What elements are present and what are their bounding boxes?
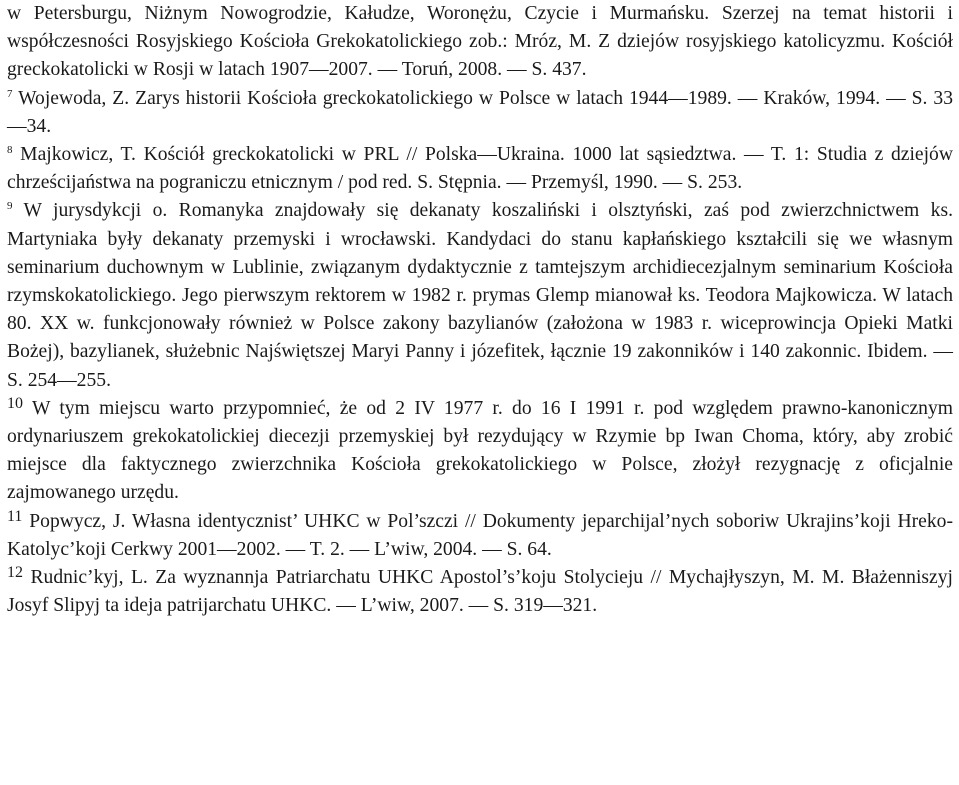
footnote-text: Majkowicz, T. Kościół greckokatolicki w PRL // Polska—Ukraina. 1000 lat sąsiedztwa. — T. 1: Studia z dziejów chrześcijaństwa na pograniczu etnicznym / pod red. S. Stępnia. — Przemyśl, 1990. — S. 253. (7, 144, 954, 194)
footnote-text: W tym miejscu warto przypomnieć, że od 2 IV 1977 r. do 16 I 1991 r. pod względem prawno-kanonicznym ordynariuszem grekokatolickiej diecezji przemyskiej był rezydujący w Rzymie bp Iwan Choma, który, aby zrobić miejsce dla faktycznego zwierzchnika Kościoła grekokatolickiego w Polsce, złożył rezygnację z oficjalnie zajmowanego urzędu. (7, 397, 953, 504)
footnote-number: 7 (7, 87, 13, 100)
footnote-number: 9 (7, 200, 13, 213)
footnote-text: w Petersburgu, Niżnym Nowogrodzie, Kałudze, Woronężu, Czycie i Murmańsku. Szerzej na temat historii i współczesności Rosyjskiego Kościoła Grekokatolickiego zob.: Mróz, M. Z dziejów rosyjskiego katolicyzmu. Kościół greckokatolicki w Rosji w latach 1907—2007. — Toruń, 2008. — S. 437. (7, 3, 953, 81)
footnote-number: 11 (7, 507, 23, 525)
footnote-9 (7, 197, 953, 394)
footnote-number: 10 (7, 394, 23, 412)
footnote-text: Wojewoda, Z. Zarys historii Kościoła greckokatolickiego w Polsce w latach 1944—1989. — Kraków, 1994. — S. 33—34. (7, 87, 953, 137)
footnote-12 (7, 564, 953, 620)
footnote-text: W jurysdykcji o. Romanyka znajdowały się dekanaty koszaliński i olsztyński, zaś pod zwierzchnictwem ks. Martyniaka były dekanaty przemyski i wrocławski. Kandydaci do stanu kapłańskiego kształcili się we własnym seminarium duchownym w Lublinie, związanym dydaktycznie z tamtejszym archidiecezjalnym seminarium Kościoła rzymskokatolickiego. Jego pierwszym rektorem w 1982 r. prymas Glemp mianował ks. Teodora Majkowicza. W latach 80. XX w. funkcjonowały również w Polsce zakony bazylianów (założona w 1983 r. wiceprowincja Opieki Matki Bożej), bazylianek, służebnic Najświętszej Maryi Panny i józefitek, łącznie 19 zakonników i 140 zakonnic. Ibidem. — S. 254—255. (7, 200, 953, 391)
footnote-11 (7, 508, 953, 564)
footnote-7 (7, 85, 953, 141)
footnote-continuation (7, 0, 953, 85)
footnote-number: 8 (7, 144, 13, 157)
footnote-8 (7, 141, 953, 197)
footnote-10 (7, 395, 953, 508)
footnote-text: Popwycz, J. Własna identycznist’ UHKC w Pol’szczi // Dokumenty jeparchijal’nych soboriw Ukrajins’koji Hreko-Katolyc’koji Cerkwy 2001—2002. — T. 2. — L’wiw, 2004. — S. 64. (7, 510, 953, 560)
footnote-number: 12 (7, 564, 23, 582)
footnote-text: Rudnic’kyj, L. Za wyznannja Patriarchatu UHKC Apostol’s’koju Stolycieju // Mychajłyszyn, M. M. Błażenniszyj Josyf Slipyj ta ideja patrijarchatu UHKC. — L’wiw, 2007. — S. 319—321. (7, 567, 953, 617)
